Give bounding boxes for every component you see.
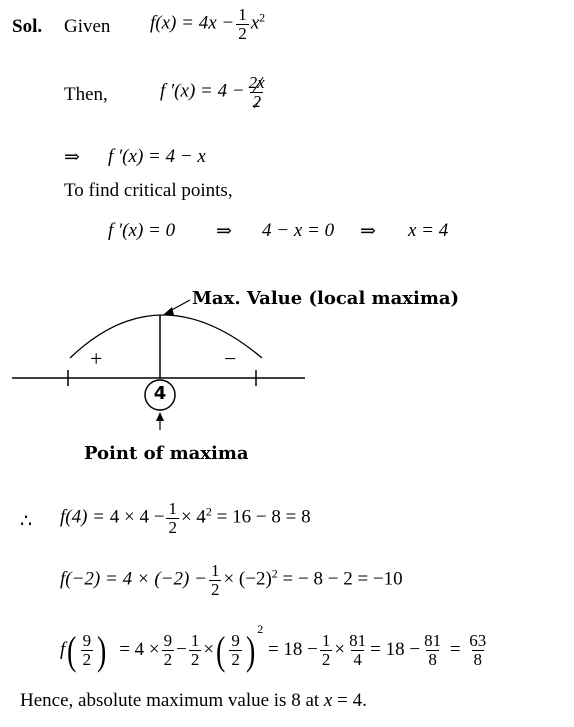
frac-den: 2 [231,650,240,670]
paren-open: ( [67,627,77,673]
calc-f-neg2 [60,562,403,599]
paren-close: ) [97,627,107,673]
frac-den: 2 [321,650,331,670]
critical-eq-c: x = 4 [408,220,449,241]
solution-label: Sol. [12,16,43,37]
calc2-rhs: × (−2) [223,568,272,590]
calc3-eq4: = [449,639,461,660]
max-value-label: Max. Value (local maxima) [192,288,460,309]
calc2-exp: 2 [271,566,278,581]
calc3-h [467,632,488,669]
implies-arrow-2: ⇒ [216,221,232,242]
calc1-mid: 4 × 4 − [109,506,165,528]
derivative-lhs: f ′(x) = 4 − [160,80,245,102]
frac-num: 1 [210,561,220,580]
calc2-result: = − 8 − 2 = −10 [282,568,403,590]
calc3-times2: × [334,639,346,660]
plus-sign: + [90,346,103,371]
calc3-eq3: = 18 − [370,639,421,660]
critical-eq-a: f ′(x) = 0 [108,220,176,241]
frac-num: 9 [82,631,92,651]
calc3-arg [81,632,94,669]
point-arrow-head [156,412,164,421]
minus-sign: − [224,346,237,371]
point-value: 4 [153,383,167,404]
calc1-result: = 16 − 8 = 8 [216,506,311,528]
calc-f4 [60,500,311,537]
conclusion-line [20,690,367,712]
calc3-minus: − [176,639,187,660]
given-lhs: f(x) = 4x − [150,12,235,34]
frac-num: 63 [469,631,487,651]
calc3-c [229,632,242,669]
calc2-frac [209,562,222,599]
frac-num: 1 [321,631,331,651]
calc1-exp: 2 [205,504,212,519]
implies-arrow-3: ⇒ [360,221,376,242]
frac-den: 2 [238,23,247,43]
calc3-d [320,632,333,669]
frac-num: 1 [168,499,177,518]
calc3-f: f [60,639,66,660]
point-of-maxima-label: Point of maxima [84,443,249,464]
frac-num: 1 [238,5,247,24]
conclusion-tail: = 4. [337,690,367,711]
frac-den: 4 [353,650,362,670]
frac-den: 2 [163,650,173,670]
critical-points-text: To find critical points, [64,180,233,201]
fraction-half [236,6,249,43]
frac-num: 81 [349,631,367,651]
calc1-rhs: × 4 [180,506,206,528]
frac-num: 81 [424,631,442,651]
given-rhs: x [250,12,260,34]
paren-close-2: ) [245,627,256,673]
implies-arrow: ⇒ [64,147,80,168]
frac-den: 2 [168,517,177,537]
given-exp: 2 [259,10,266,25]
calc3-eq2: = 18 − [267,639,318,660]
calc2-lhs: f(−2) = 4 × (−2) − [60,568,207,590]
frac-den-cancel: 2 [252,91,261,111]
calc3-times: × [203,639,215,660]
frac-den: 8 [473,650,483,670]
frac-num: 9 [231,631,240,651]
equation-derivative [160,74,269,111]
frac-den: 2 [210,579,220,599]
paren-open-2: ( [216,627,226,673]
frac-num-cancel: 2x [248,73,265,92]
frac-den: 2 [190,650,200,670]
frac-num: 1 [190,631,200,651]
calc3-eq1: = 4 × [119,639,160,660]
conclusion-var: x [323,690,333,711]
calc3-e [347,632,368,669]
calc-f-9-2 [60,622,490,671]
critical-eq-b: 4 − x = 0 [262,220,335,241]
calc1-frac [166,500,179,537]
calc1-lhs: f(4) = [60,506,106,528]
given-word: Given [64,16,111,37]
therefore-symbol: ∴ [20,511,33,532]
frac-num: 9 [163,631,173,651]
calc3-g [422,632,443,669]
equation-given [150,6,265,43]
calc3-b [189,632,202,669]
derivative-simplified: f ′(x) = 4 − x [108,146,206,167]
max-arrow-head [163,307,174,315]
fraction-cancel [247,74,267,111]
then-word: Then, [64,84,108,105]
conclusion-text: Hence, absolute maximum value is 8 at [20,690,320,711]
calc3-exp: 2 [257,622,264,636]
calc3-a [162,632,175,669]
frac-den: 2 [82,650,92,670]
frac-den: 8 [428,650,437,670]
